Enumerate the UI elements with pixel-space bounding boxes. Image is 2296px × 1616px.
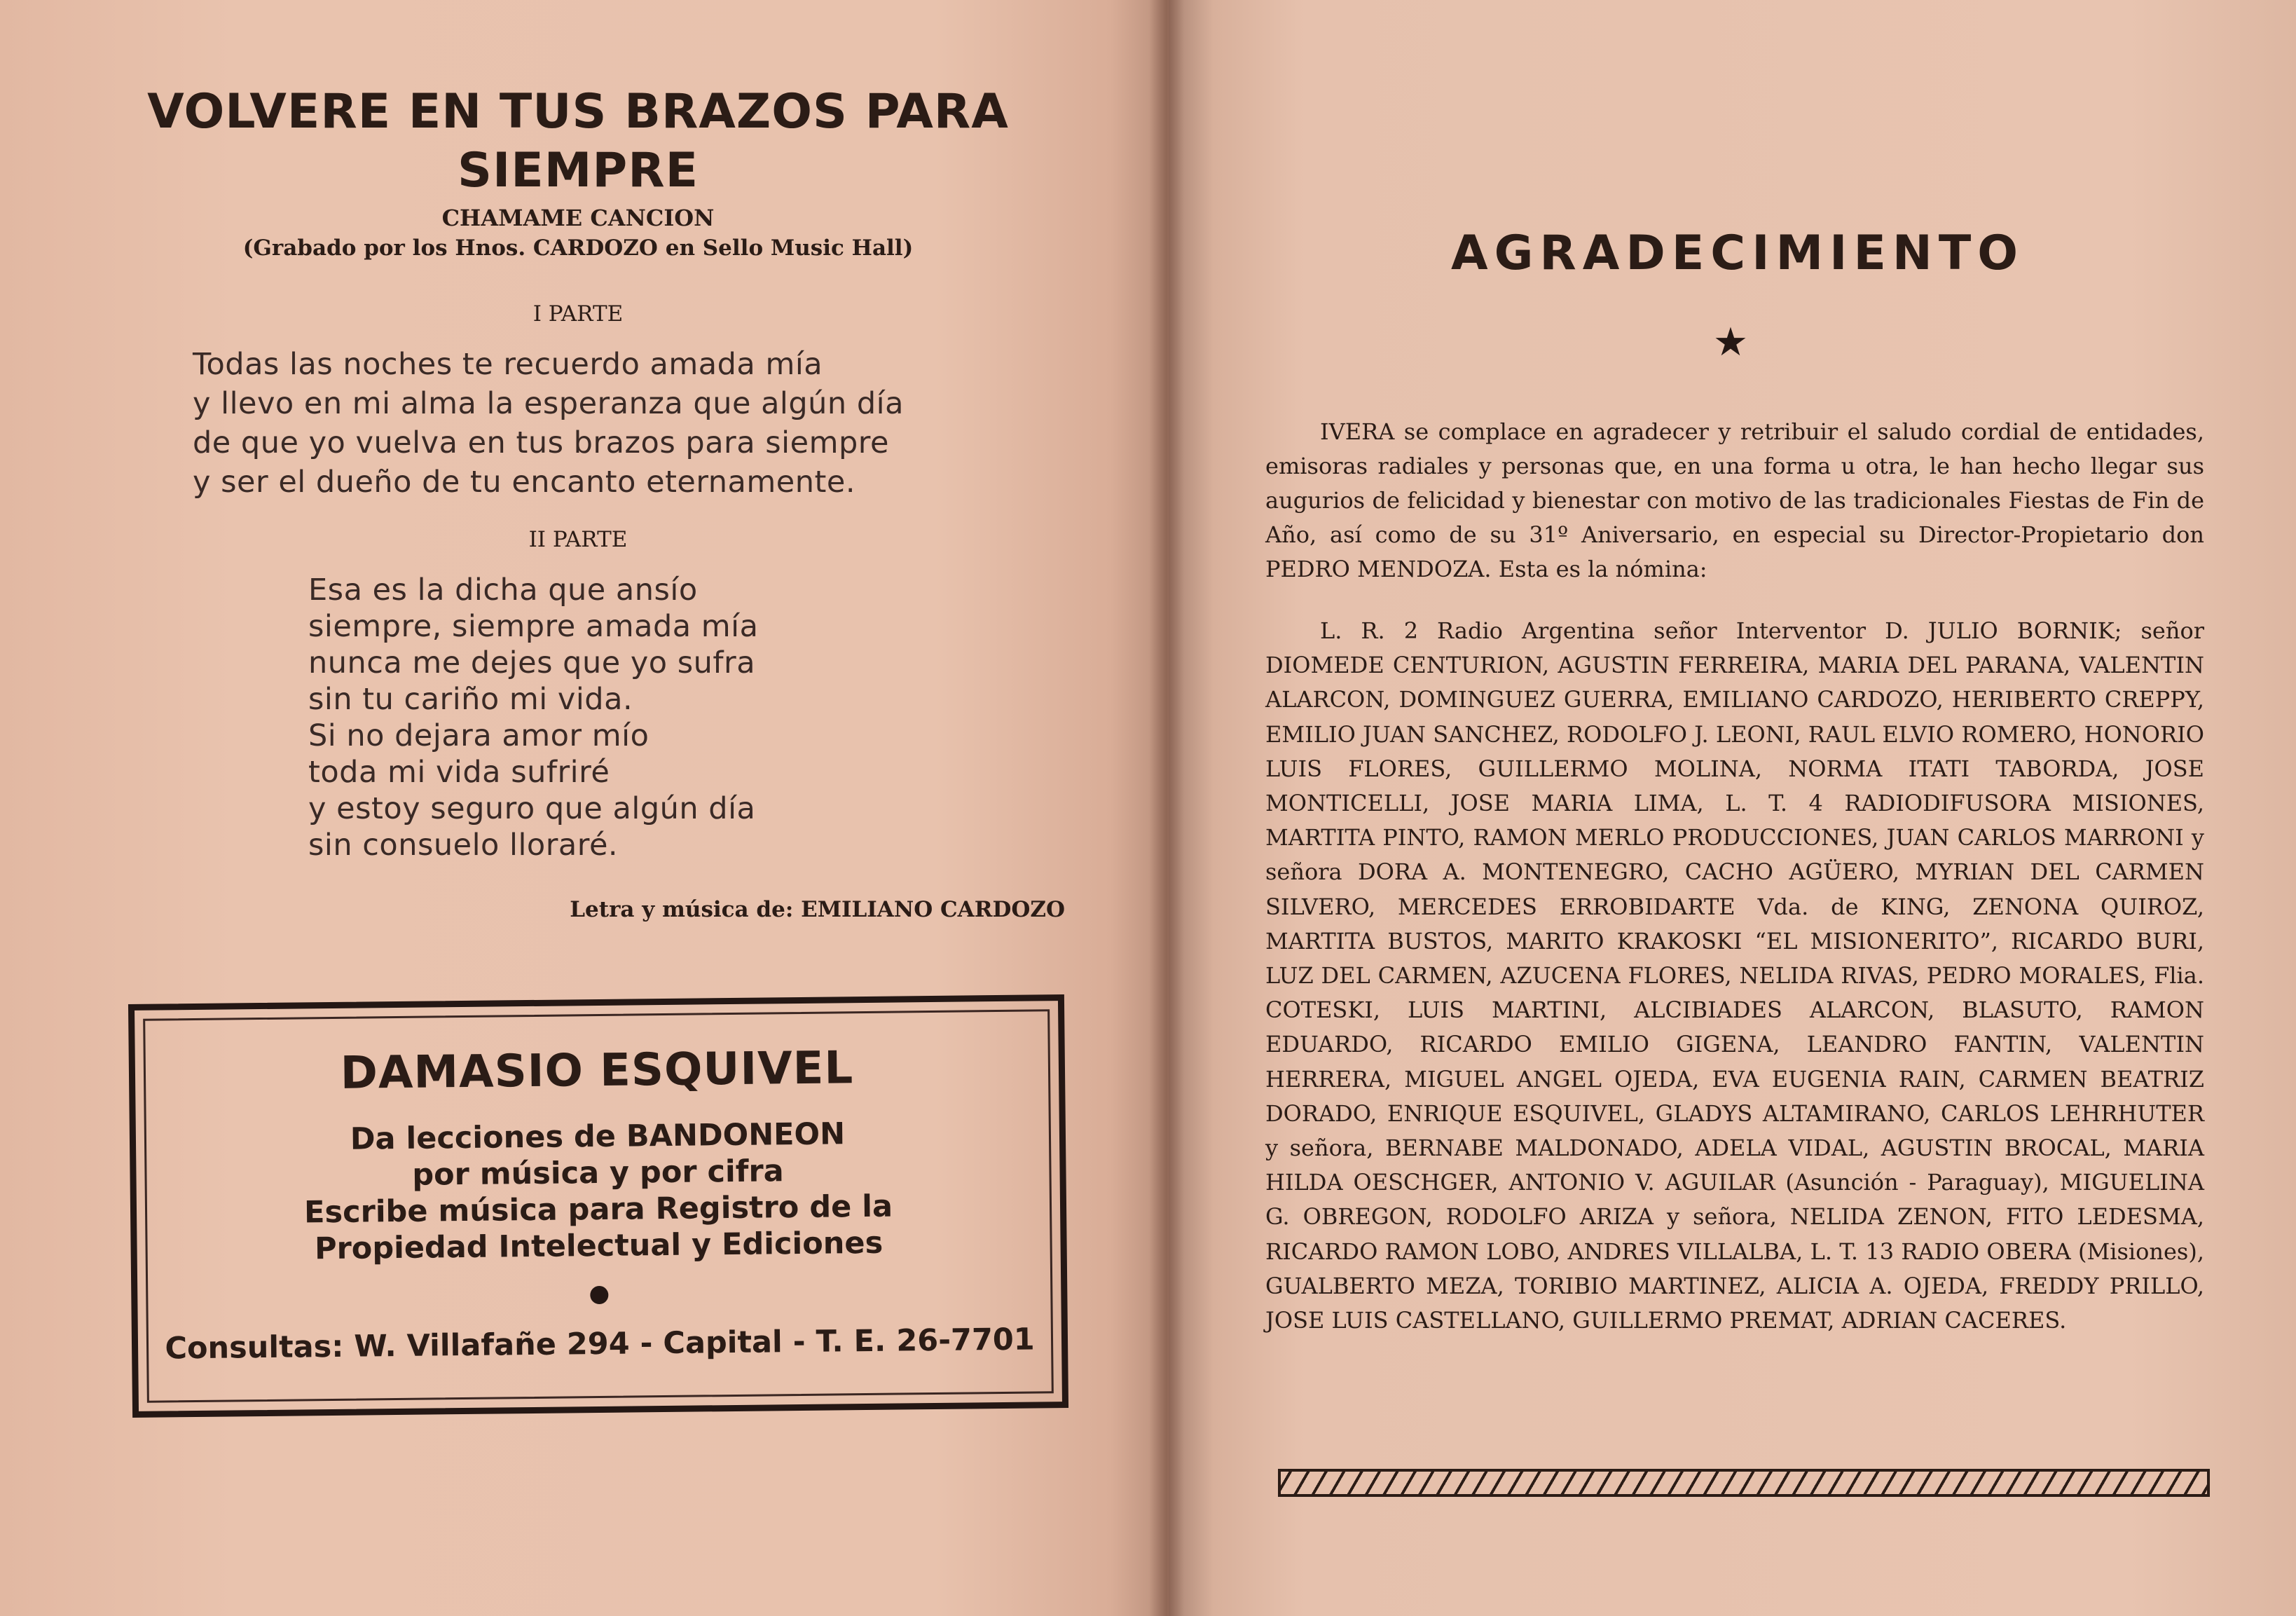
ad-teacher-name: DAMASIO ESQUIVEL [340, 1042, 854, 1100]
ad-line: por música y por cifra [412, 1153, 784, 1193]
verse-part1 [193, 345, 904, 502]
part2-heading: II PARTE [528, 527, 628, 552]
song-credit: Letra y música de: EMILIANO CARDOZO [570, 897, 1065, 922]
part1-heading: I PARTE [532, 301, 624, 327]
acknowledgement-title: AGRADECIMIENTO [1450, 226, 2025, 281]
verse-line: y ser el dueño de tu encanto eternamente. [193, 465, 855, 500]
song-title: VOLVERE EN TUS BRAZOS PARA SIEMPRE [147, 84, 1009, 198]
verse-line: y estoy seguro que algún día [308, 791, 756, 826]
song-genre: CHAMAME CANCION [441, 205, 715, 231]
ad-line: Propiedad Intelectual y Ediciones [314, 1225, 884, 1267]
ad-line: Escribe música para Registro de la [303, 1189, 893, 1231]
verse-line: siempre, siempre amada mía [308, 609, 759, 644]
verse-part2 [308, 572, 758, 863]
verse-line: toda mi vida sufriré [308, 755, 610, 790]
acknowledgement-intro: IVERA se complace en agradecer y retribuir el saludo cordial de entidades, emisoras radiales y personas que, en una forma u otra, le han hecho llegar sus augurios de felicidad y bienestar con motivo de las tradicionales Fiestas de Fin de Año, así como de su 31º Aniversario, en especial su Director-Propietario don PEDRO MENDOZA. Esta es la nómina: [1265, 418, 2204, 582]
star-icon: ★ [1712, 320, 1749, 365]
acknowledgement-name-list: L. R. 2 Radio Argentina señor Interventor D. JULIO BORNIK; señor DIOMEDE CENTURION, AGUSTIN FERREIRA, MARIA DEL PARANA, VALENTIN ALARCON, DOMINGUEZ GUERRA, EMILIANO CARDOZO, HERIBERTO CREPPY, EMILIO JUAN SANCHEZ, RODOLFO J. LEONI, RAUL ELVIO ROMERO, HONORIO LUIS FLORES, GUILLERMO MOLINA, NORMA ITATI TABORDA, JOSE MONTICELLI, JOSE MARIA LIMA, L. T. 4 RADIODIFUSORA MISIONES, MARTITA PINTO, RAMON MERLO PRODUCCIONES, JUAN CARLOS MARRONI y señora DORA A. MONTENEGRO, CACHO AGÜERO, MYRIAN DEL CARMEN SILVERO, MERCEDES ERROBIDARTE Vda. de KING, ZENONA QUIROZ, MARTITA BUSTOS, MARITO KRAKOSKI “EL MISIONERITO”, RICARDO BURI, LUZ DEL CARMEN, AZUCENA FLORES, NELIDA RIVAS, PEDRO MORALES, Flia. COTESKI, LUIS MARTINI, ALCIBIADES ALARCON, BLASUTO, RAMON EDUARDO, RICARDO EMILIO GIGENA, LEANDRO FANTIN, VALENTIN HERRERA, MIGUEL ANGEL OJEDA, EVA EUGENIA RAIN, CARMEN BEATRIZ DORADO, ENRIQUE ESQUIVEL, GLADYS ALTAMIRANO, CARLOS LEHRHUTER y señora, BERNABE MALDONADO, ADELA VIDAL, AGUSTIN BROCAL, MARIA HILDA OESCHGER, ANTONIO V. AGUILAR (Asunción - Paraguay), MIGUELINA G. OBREGON, RODOLFO ARIZA y señora, NELIDA ZENON, FITO LEDESMA, RICARDO RAMON LOBO, ANDRES VILLALBA, L. T. 13 RADIO OBERA (Misiones), GUALBERTO MEZA, TORIBIO MARTINEZ, ALICIA A. OJEDA, FREDDY PRILLO, JOSE LUIS CASTELLANO, GUILLERMO PREMAT, ADRIAN CACERES. [1265, 617, 2204, 1334]
song-recording-note: (Grabado por los Hnos. CARDOZO en Sello Music Hall) [242, 235, 914, 261]
ad-contact: Consultas: W. Villafañe 294 - Capital - T. E. 26-7701 [165, 1322, 1035, 1367]
verse-line: Todas las noches te recuerdo amada mía [193, 347, 823, 382]
verse-line: nunca me dejes que yo sufra [308, 645, 756, 680]
book-gutter [1149, 0, 1184, 1616]
decorative-ornament-border [1278, 1469, 2210, 1497]
verse-line: Si no dejara amor mío [308, 718, 649, 753]
ad-line: Da lecciones de BANDONEON [350, 1116, 846, 1157]
bandoneon-lessons-ad [128, 994, 1068, 1418]
verse-line: sin tu cariño mi vida. [308, 682, 633, 717]
bullet-dot-icon [590, 1286, 608, 1304]
verse-line: sin consuelo lloraré. [308, 828, 619, 863]
verse-line: y llevo en mi alma la esperanza que algún día [193, 386, 904, 421]
verse-line: Esa es la dicha que ansío [308, 573, 698, 608]
verse-line: de que yo vuelva en tus brazos para siempre [193, 425, 889, 460]
